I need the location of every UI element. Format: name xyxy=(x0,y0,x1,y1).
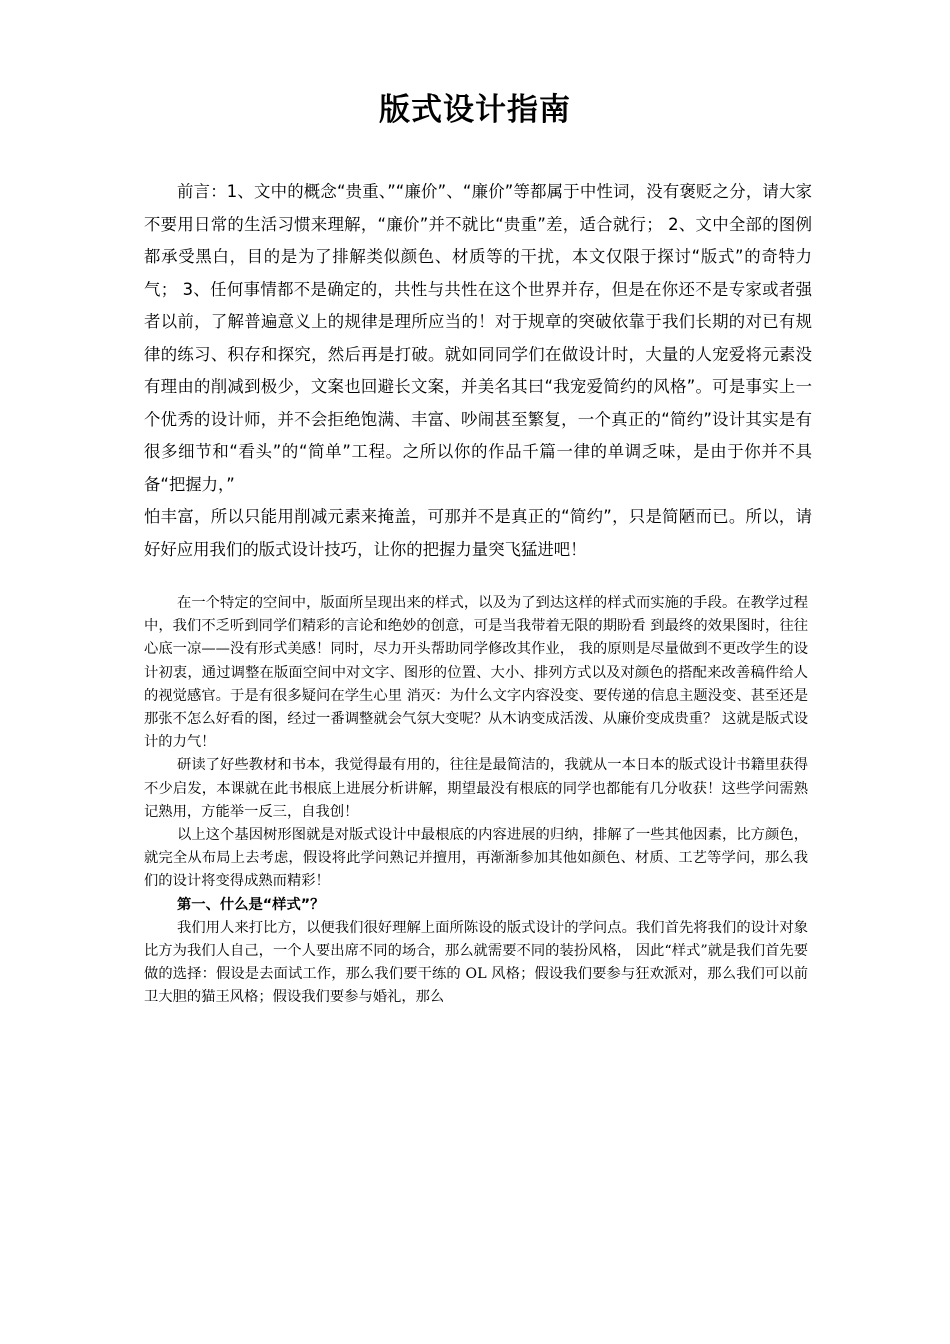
body-paragraph: 以上这个基因树形图就是对版式设计中最根底的内容进展的归纳，排解了一些其他因素，比方颜色，就完全从布局上去考虑，假设将此学问熟记并擅用，再渐渐参加其他如颜色、材质、工艺等学问，那么我们的设计将变得成熟而精彩！ xyxy=(144,827,808,890)
document-title: 版式设计指南 xyxy=(379,92,571,128)
body-paragraph: 研读了好些教材和书本，我觉得最有用的，往往是最简洁的，我就从一本日本的版式设计书籍里获得不少启发，本课就在此书根底上进展分析讲解，期望最没有根底的同学也都能有几分收获！这些学问需熟记熟用，方能举一反三，自我创！ xyxy=(144,757,808,820)
body-section xyxy=(144,592,808,1010)
preface-paragraph: 前言：1、文中的概念“贵重、”“廉价”、“廉价”等都属于中性词，没有褒贬之分，请大家不要用日常的生活习惯来理解，“廉价”并不就比“贵重”差，适合就行； 2、文中全部的图例都承受黑白，目的是为了排解类似颜色、材质等的干扰，本文仅限于探讨“版式”的奇特力气； 3、任何事情都不是确定的，共性与共性在这个世界并存，但是在你还不是专家或者强者以前，了解普遍意义上的规律是理所应当的！对于规章的突破依靠于我们长期的对已有规律的练习、积存和探究，然后再是打破。就如同同学们在做设计时，大量的人宠爱将元素没有理由的削减到极少，文案也回避长文案，并美名其曰“我宠爱简约的风格”。可是事实上一个优秀的设计师，并不会拒绝饱满、丰富、吵闹甚至繁复，一个真正的“简约”设计其实是有很多细节和“看头”的“简单”工程。之所以你的作品千篇一律的单调乏味，是由于你并不具备“把握力，” xyxy=(144,182,812,494)
section-heading: 第一、什么是“样式”？ xyxy=(177,896,325,913)
preface-paragraph: 怕丰富，所以只能用削减元素来掩盖，可那并不是真正的“简约”，只是简陋而已。所以，请好好应用我们的版式设计技巧，让你的把握力量突飞猛进吧！ xyxy=(144,507,812,559)
preface-section xyxy=(144,176,812,566)
body-paragraph: 在一个特定的空间中，版面所呈现出来的样式，以及为了到达这样的样式而实施的手段。在教学过程中，我们不乏听到同学们精彩的言论和绝妙的创意，可是当我带着无限的期盼看 到最终的效果图时，往往心底一凉——没有形式美感！同时，尽力开头帮助同学修改其作业， 我的原则是尽量做到不更改学生的设计初衷，通过调整在版面空间中对文字、图形的位置、大小、排列方式以及对颜色的搭配来改善稿件给人的视觉感官。于是有很多疑问在学生心里 消灭：为什么文字内容没变、要传递的信息主题没变、甚至还是那张不怎么好看的图，经过一番调整就会气氛大变呢？从木讷变成活泼、从廉价变成贵重？ 这就是版式设计的力气！ xyxy=(144,595,808,751)
body-paragraph: 我们用人来打比方，以便我们很好理解上面所陈设的版式设计的学问点。我们首先将我们的设计对象比方为我们人自己，一个人要出席不同的场合，那么就需要不同的装扮风格， 因此“样式”就是我们首先要做的选择：假设是去面试工作，那么我们要干练的 OL 风格；假设我们要参与狂欢派对，那么我们可以前卫大胆的猫王风格；假设我们要参与婚礼，那么 xyxy=(144,919,808,1006)
